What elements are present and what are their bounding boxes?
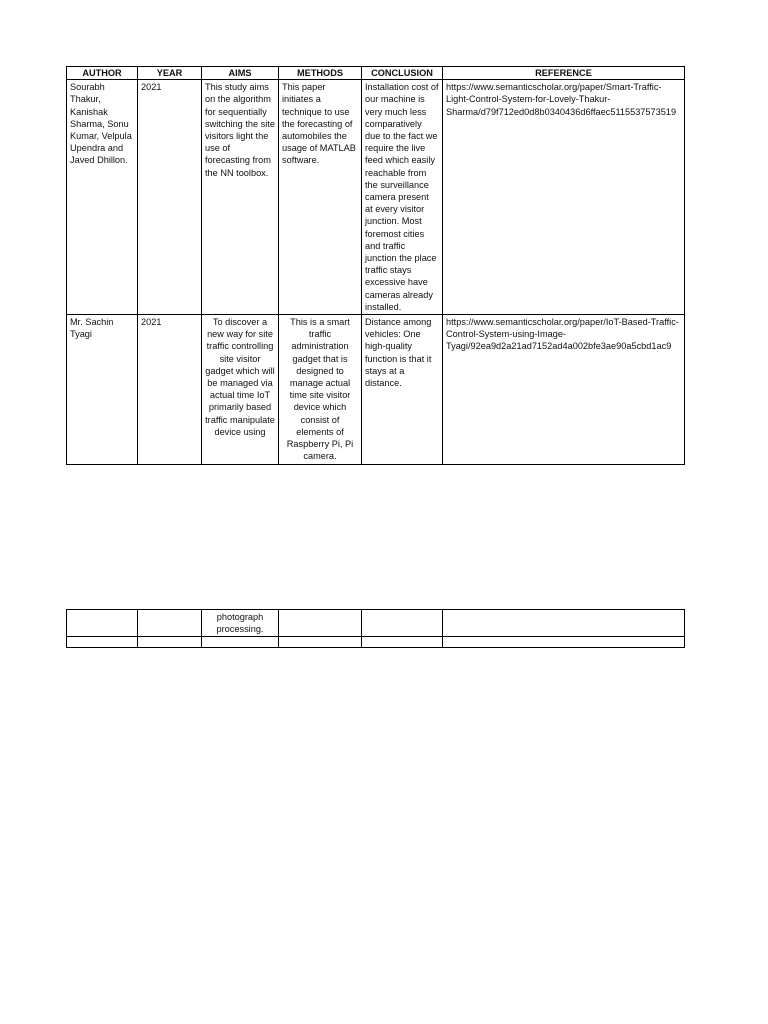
empty-cell <box>362 637 443 648</box>
table-row <box>67 80 685 315</box>
table-row <box>67 610 685 637</box>
methods-cell: This is a smart traffic administration gadget that is designed to manage actual time site visitor device which consist of elements of Raspberry Pi, Pi camera. <box>279 315 362 464</box>
header-aims: AIMS <box>202 67 279 80</box>
literature-review-table <box>66 66 685 465</box>
aims-cell: This study aims on the algorithm for sequentially switching the site visitors light the use of forecasting from the NN toolbox. <box>202 80 279 315</box>
header-author: AUTHOR <box>67 67 138 80</box>
header-row <box>67 67 685 80</box>
continuation-table <box>66 609 685 648</box>
author-cell: Mr. Sachin Tyagi <box>67 315 138 464</box>
empty-row <box>67 637 685 648</box>
reference-cell: https://www.semanticscholar.org/paper/Smart-Traffic-Light-Control-System-for-Lovely-Thakur-Sharma/d79f712ed0d8b0340436d6ffaec5115537573519 <box>443 80 685 315</box>
reference-cell: https://www.semanticscholar.org/paper/IoT-Based-Traffic-Control-System-using-Image-Tyagi/92ea9d2a21ad7152ad4a002bfe3ae90a5cbd1ac9 <box>443 315 685 464</box>
header-methods: METHODS <box>279 67 362 80</box>
aims-cell: photograph processing. <box>202 610 279 637</box>
author-cell: Sourabh Thakur, Kanishak Sharma, Sonu Kumar, Velpula Upendra and Javed Dhillon. <box>67 80 138 315</box>
conclusion-cell: Distance among vehicles: One high-quality function is that it stays at a distance. <box>362 315 443 464</box>
conclusion-cell: Installation cost of our machine is very much less comparatively due to the fact we require the live feed which easily reachable from the surveillance camera present at every visitor junction. Most foremost cities and traffic junction the place traffic stays excessive have cameras already installed. <box>362 80 443 315</box>
table-row <box>67 315 685 464</box>
empty-cell <box>279 637 362 648</box>
aims-cell: To discover a new way for site traffic controlling site visitor gadget which will be managed via actual time IoT primarily based traffic manipulate device using <box>202 315 279 464</box>
author-cell <box>67 610 138 637</box>
header-year: YEAR <box>138 67 202 80</box>
header-reference: REFERENCE <box>443 67 685 80</box>
year-cell: 2021 <box>138 80 202 315</box>
empty-cell <box>138 637 202 648</box>
empty-cell <box>443 637 685 648</box>
header-conclusion: CONCLUSION <box>362 67 443 80</box>
empty-cell <box>67 637 138 648</box>
methods-cell: This paper initiates a technique to use the forecasting of automobiles the usage of MATLAB software. <box>279 80 362 315</box>
empty-cell <box>202 637 279 648</box>
reference-cell <box>443 610 685 637</box>
year-cell: 2021 <box>138 315 202 464</box>
methods-cell <box>279 610 362 637</box>
year-cell <box>138 610 202 637</box>
conclusion-cell <box>362 610 443 637</box>
